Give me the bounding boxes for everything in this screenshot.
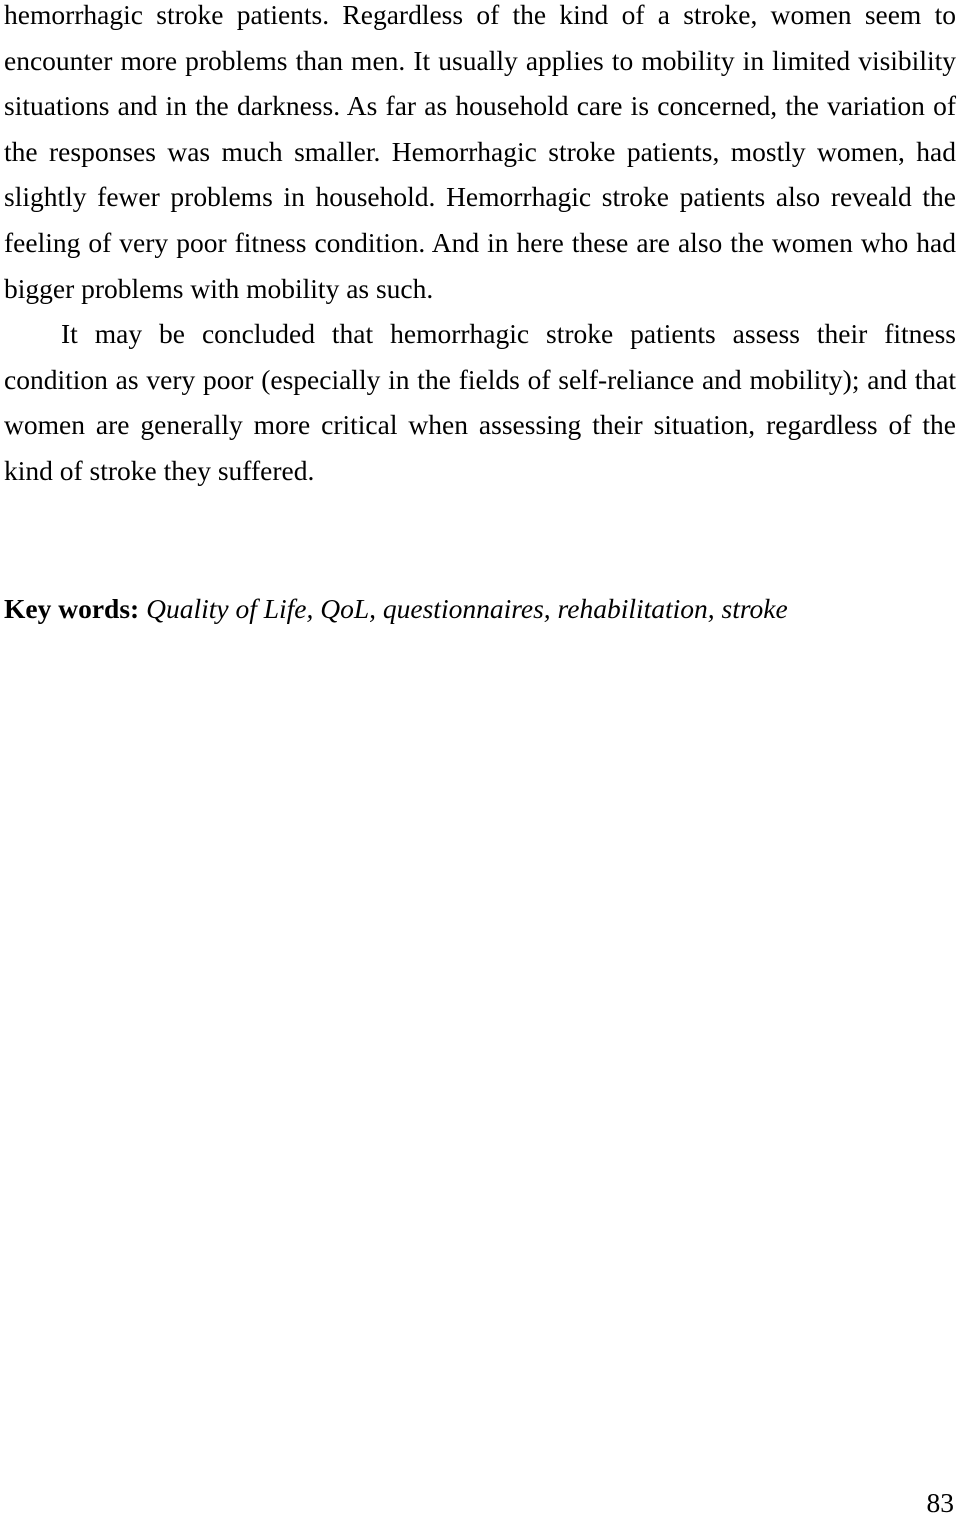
keywords-list: Quality of Life, QoL, questionnaires, rehabilitation, stroke	[146, 593, 788, 624]
page-number: 83	[926, 1487, 954, 1518]
abstract-paragraph-2: It may be concluded that hemorrhagic stroke patients assess their fitness condition as very poor (especially in the fields of self-reliance and mobility); and that women are generally more critical when assessing their situation, regardless of the kind of stroke they suffered.	[4, 318, 956, 486]
keywords-label: Key words:	[4, 593, 147, 624]
keywords-line	[4, 586, 956, 632]
abstract-paragraph-1: hemorrhagic stroke patients. Regardless of the kind of a stroke, women seem to encounter more problems than men. It usually applies to mobility in limited visibility situations and in the darkness. As far as household care is concerned, the variation of the responses was much smaller. Hemorrhagic stroke patients, mostly women, had slightly fewer problems in household. Hemorrhagic stroke patients also reveald the feeling of very poor fitness condition. And in here these are also the women who had bigger problems with mobility as such.	[4, 0, 956, 304]
abstract-body	[4, 0, 956, 494]
